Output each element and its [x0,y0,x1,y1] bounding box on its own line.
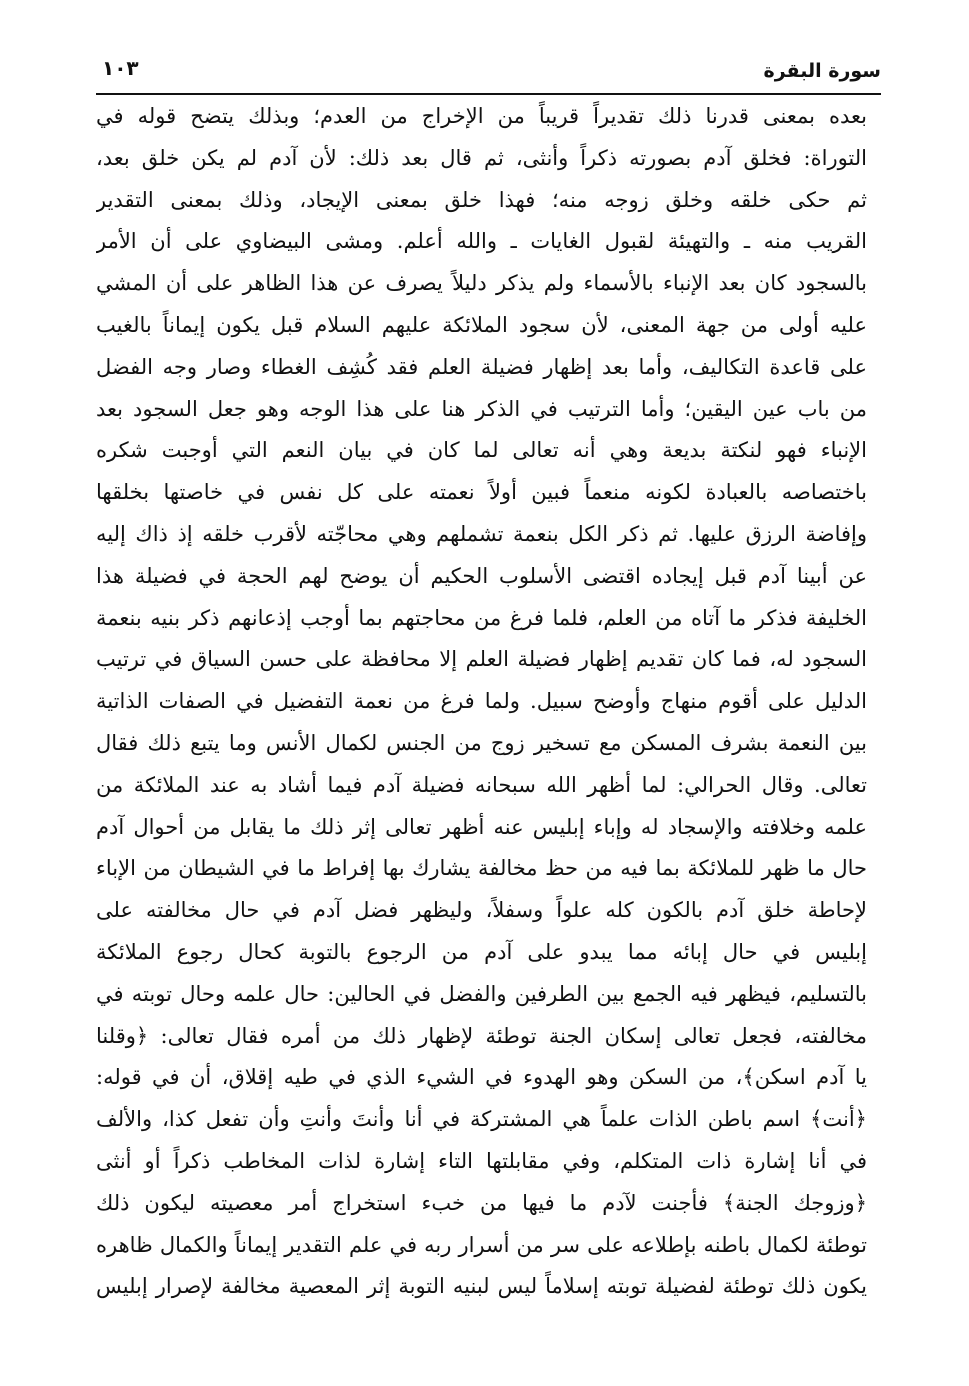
text-line: بالتسليم، فيظهر فيه الجمع بين الطرفين والفضل في الحالين: حال علمه وحال توبته في [96,981,867,1006]
text-line: ﴿أنت﴾ اسم باطن الذات علماً هي المشتركة في أنا وأنتَ وأنتِ وأن تفعل كذا، والألف [96,1107,867,1132]
body-text [96,96,867,1308]
text-line: تعالى. وقال الحرالي: لما أظهر الله سبحانه فضيلة آدم فيما أشاد به عند الملائكة من [96,772,867,797]
text-line: بين النعمة بشرف المسكن مع تسخير زوج من الجنس لكمال الأنس وما يتبع ذلك فقال [96,730,867,755]
text-line: القريب منه ـ والتهيئة لقبول الغايات ـ والله أعلم. ومشى البيضاوي على أن الأمر [96,229,867,254]
text-line: توطئة لكمال باطنه بإطلاعه على سر من أسرار ربه في علم التقدير إيماناً والكمال ظاهره [96,1232,867,1257]
text-line: وإفاضة الرزق عليها. ثم ذكر الكل بنعمة تشملهم وهي محاجّته لأقرب خلقه إذ ذاك إليه [96,521,867,546]
surah-title: سورة البقرة [763,60,881,82]
text-line: مخالفته، فجعل تعالى إسكان الجنة توطئة لإظهار ذلك من أمره فقال تعالى: ﴿وقلنا [96,1023,867,1048]
text-line: عليه أولى من جهة المعنى، لأن سجود الملائكة عليهم السلام قبل يكون إيماناً بالغيب [96,312,867,337]
text-line: الإنباء فهو لنكتة بديعة وهي أنه تعالى لما كان في بيان النعم التي أوجبت شكره [96,438,867,463]
text-line: يا آدم اسكن﴾، من السكن وهو الهدوء في الشيء الذي في طيه إقلاق، أن في قوله: [96,1065,867,1090]
text-line: عن أبينا آدم قبل إيجاده اقتضى الأسلوب الحكيم أن يوضح لهم الحجة في فضيلة هذا [96,563,867,588]
running-header [96,52,881,86]
text-line: الخليفة فذكر ما آتاه من العلم، فلما فرغ من محاجتهم بما أوجب إذعانهم ذكر بنيه بنعمة [96,605,867,630]
text-line: باختصاصه بالعبادة لكونه منعماً فبين أولاً نعمته على كل نفس في خاصتها بخلقها [96,480,867,505]
page-number: ١٠٣ [102,56,139,80]
header-divider [96,93,881,95]
text-line: لإحاطة خلق آدم بالكون كله علواً وسفلاً، وليظهر فضل آدم في حال مخالفته على [96,898,867,923]
text-line: حال ما ظهر للملائكة بما فيه من حظ مخالفة يشارك بها إفراط ما في الشيطان من الإباء [96,856,867,881]
text-line: علمه وخلافته والإسجاد له وإباء إبليس عنه أظهر تعالى إثر ذلك ما يقابل من أحوال آدم [96,814,867,839]
text-line: في أنا إشارة ذات المتكلم، وفي مقابلتها التاء إشارة لذات المخاطب ذكراً أو أنثى [96,1148,867,1173]
text-line: من باب عين اليقين؛ وأما الترتيب في الذكر هنا على هذا الوجه وهو جعل السجود بعد [96,396,867,421]
text-line: التوراة: فخلق آدم بصورته ذكراً وأنثى، ثم قال بعد ذلك: لأن آدم لم يكن خلق بعد، [96,145,867,170]
text-line: ﴿وزوجك الجنة﴾ فأجنت لآدم ما فيها من خبء استخراج أمر معصيته ليكون ذلك [96,1190,867,1215]
text-line: السجود له، فما كان تقديم إظهار فضيلة العلم إلا محافظة على حسن السياق في ترتيب [96,647,867,672]
text-line: على قاعدة التكاليف، وأما بعد إظهار فضيلة العلم فقد كُشِف الغطاء وصار وجه الفضل [96,354,867,379]
text-line: يكون ذلك توطئة لفضيلة توبته إسلاماً ليس لبنيه التوبة إثر المعصية مخالفة لإصرار إبليس [96,1274,867,1299]
text-line: إبليس في حال إبائه مما يبدو على آدم من الرجوع بالتوبة كحال رجوع الملائكة [96,939,867,964]
text-line: بعده بمعنى قدرنا ذلك تقديراً قريباً من الإخراج من العدم؛ وبذلك يتضح قوله في [96,104,867,128]
text-line: بالسجود كان بعد الإنباء بالأسماء ولم يذكر دليلاً يصرف عن هذا الظاهر على أن المشي [96,271,867,296]
text-line: الدليل على أقوم منهاج وأوضح سبيل. ولما فرغ من نعمة التفضيل في الصفات الذاتية [96,689,867,714]
text-line: ثم حكى خلقه وخلق زوجه منه؛ فهذا خلق بمعنى الإيجاد، وذلك بمعنى التقدير [96,187,867,212]
